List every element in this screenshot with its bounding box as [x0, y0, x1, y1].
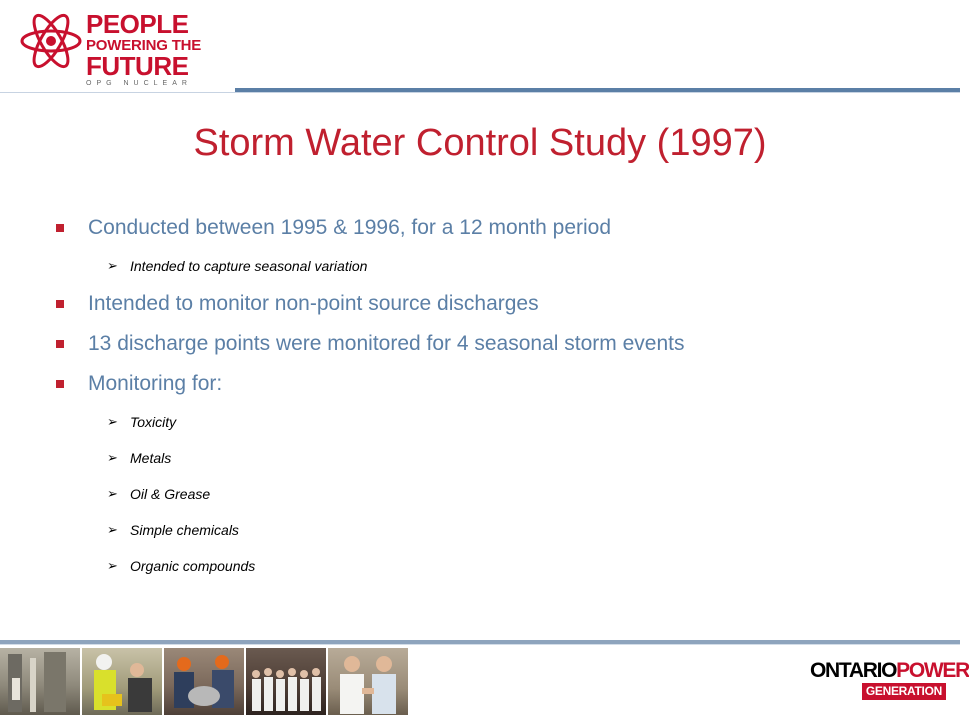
square-bullet-icon: [56, 340, 64, 348]
opg-nuclear-logo: [18, 8, 218, 87]
arrow-bullet-icon: ➢: [107, 486, 118, 501]
bullet-item: [52, 208, 932, 248]
bullet-text: Intended to monitor non-point source discharges: [88, 292, 539, 315]
logo-text-opg-nuclear: OPG NUCLEAR: [86, 80, 192, 87]
sub-bullet-text: Metals: [130, 450, 172, 466]
slide-title: Storm Water Control Study (1997): [193, 122, 767, 164]
facility-interior-image: [0, 648, 80, 715]
sub-bullet-item: [52, 404, 932, 440]
sub-bullet-text: Organic compounds: [130, 558, 256, 574]
sub-bullet-item: [52, 440, 932, 476]
sub-bullet-text: Toxicity: [130, 414, 177, 430]
photo-workers-hardhat: [82, 648, 162, 715]
square-bullet-icon: [56, 300, 64, 308]
sub-bullet-item: [52, 512, 932, 548]
bullet-item: [52, 324, 932, 364]
bullet-item: [52, 364, 932, 404]
arrow-bullet-icon: ➢: [107, 414, 118, 429]
bullet-text: Conducted between 1995 & 1996, for a 12 month period: [88, 216, 612, 239]
workers-equipment-image: [164, 648, 244, 715]
photo-handshake: [328, 648, 408, 715]
bullet-item: [52, 284, 932, 324]
photo-facility-interior: [0, 648, 80, 715]
logo-text-people: PEOPLE: [86, 9, 189, 39]
sub-bullet-item: [52, 476, 932, 512]
brand-power: POWER: [896, 659, 969, 682]
photo-staff-group: [246, 648, 326, 715]
brand-ontario: ONTARIO: [810, 659, 897, 682]
square-bullet-icon: [56, 224, 64, 232]
sub-bullet-item: [52, 248, 932, 284]
logo-text-powering: POWERING THE: [86, 37, 202, 54]
handshake-image: [328, 648, 408, 715]
sub-bullet-text: Simple chemicals: [130, 522, 239, 538]
atom-icon: [18, 8, 84, 74]
ontario-power-generation-logo: [810, 659, 969, 706]
arrow-bullet-icon: ➢: [107, 258, 118, 273]
staff-group-image: [246, 648, 326, 715]
arrow-bullet-icon: ➢: [107, 450, 118, 465]
arrow-bullet-icon: ➢: [107, 522, 118, 537]
sub-bullet-item: [52, 548, 932, 584]
header-divider-thin: [0, 92, 960, 93]
photo-workers-equipment: [164, 648, 244, 715]
bullet-list: [52, 208, 932, 584]
arrow-bullet-icon: ➢: [107, 558, 118, 573]
square-bullet-icon: [56, 380, 64, 388]
footer-divider-thin: [0, 644, 960, 645]
logo-text-future: FUTURE: [86, 51, 189, 81]
bullet-text: Monitoring for:: [88, 372, 223, 395]
sub-bullet-text: Oil & Grease: [130, 486, 211, 502]
bullet-text: 13 discharge points were monitored for 4 seasonal storm events: [88, 332, 685, 355]
brand-generation: GENERATION: [862, 683, 946, 700]
workers-hardhat-image: [82, 648, 162, 715]
sub-bullet-text: Intended to capture seasonal variation: [130, 258, 368, 274]
